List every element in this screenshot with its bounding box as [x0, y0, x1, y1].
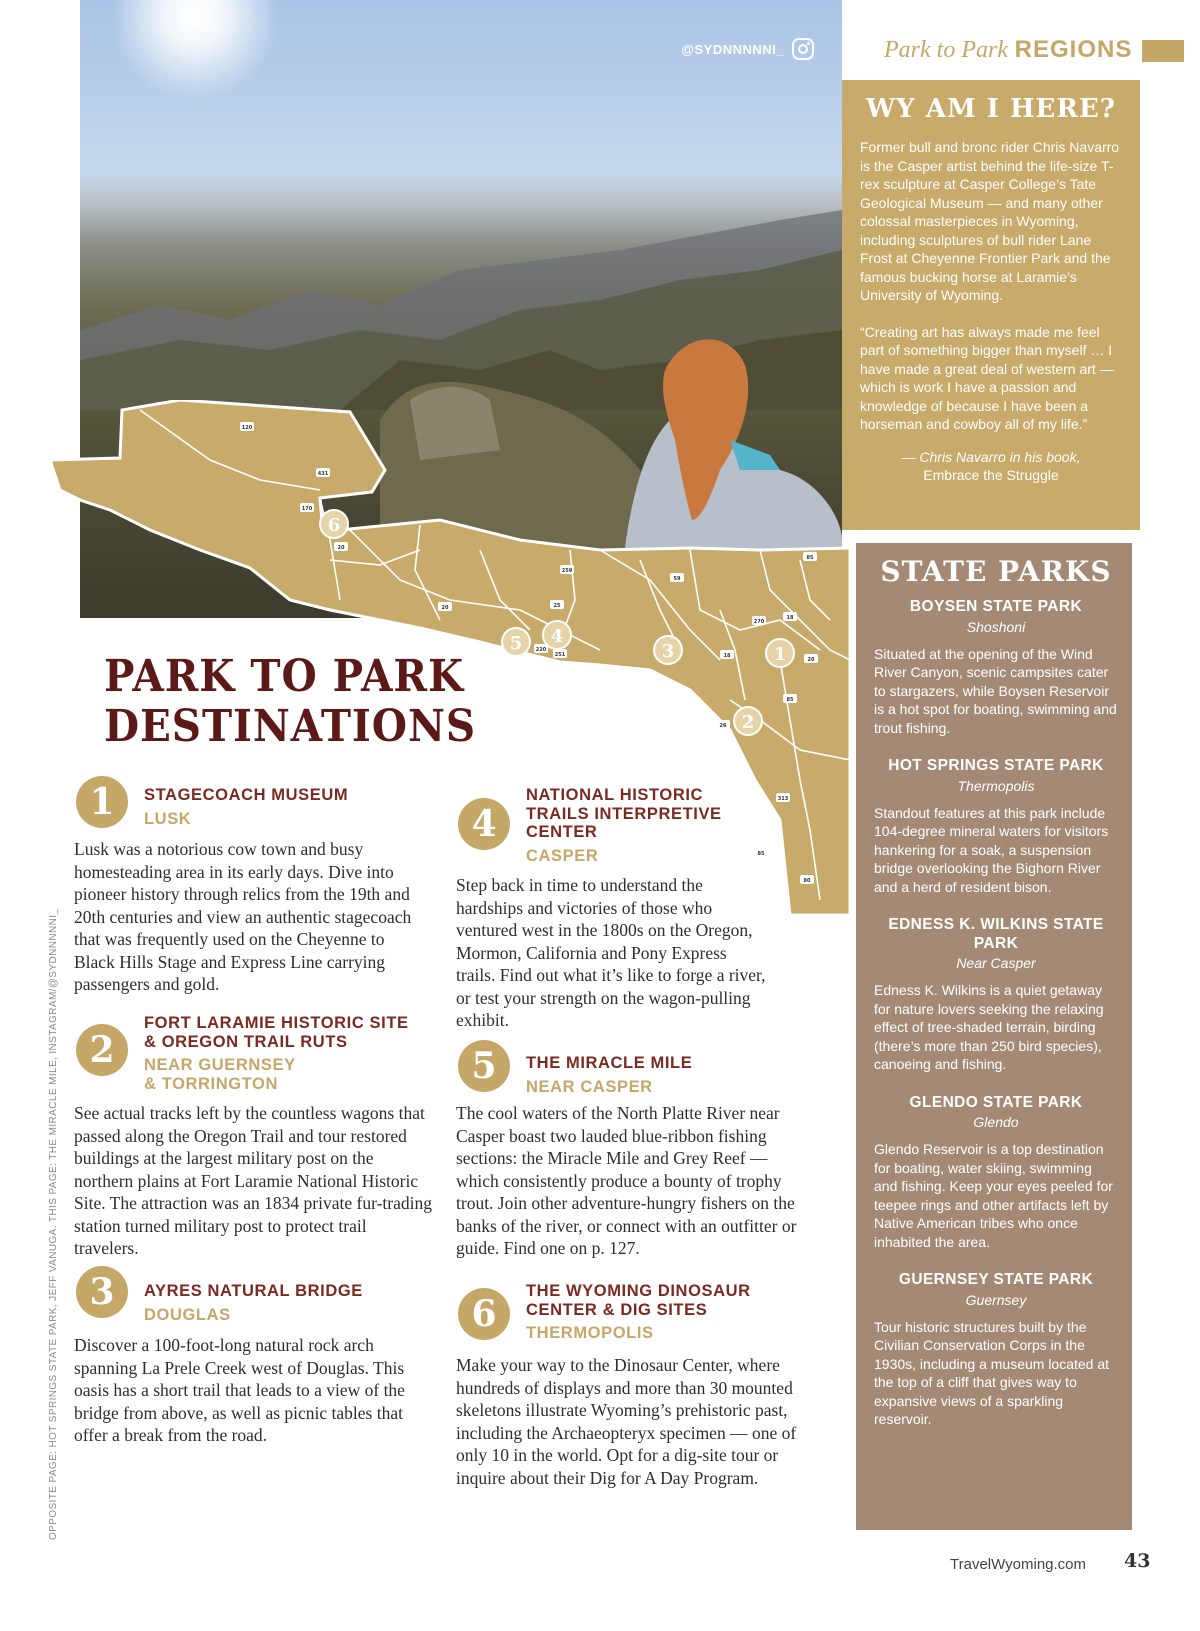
destination-description: The cool waters of the North Platte River near Casper boast two lauded blue-ribbon fishing sections: the Miracle Mile and Grey Reef — which consistently produce a bounty of trophy trout. Join other adventure-hungry fishers on the banks of the river, or connect with an outfitter or guide. Find one on p. 127.: [456, 1103, 797, 1258]
destination-description: Discover a 100-foot-long natural rock arch spanning La Prele Creek west of Douglas. This oasis has a short trail that leads to a view of the bridge from above, as well as picnic tables that offer a break from the road.: [74, 1335, 405, 1445]
map-marker-label: 3: [661, 641, 675, 662]
destination-name: THE WYOMING DINOSAUR: [526, 1282, 751, 1300]
section-header-italic: Park to Park: [884, 37, 1008, 63]
highway-shield-label: 170: [301, 506, 313, 512]
destination-name: TRAILS INTERPRETIVE: [526, 804, 722, 823]
park-description: Edness K. Wilkins is a quiet getaway for nature lovers seeking the relaxing effect of tree-shaded terrain, birding (there’s more than 250 bird species), canoeing and fishing.: [874, 982, 1104, 1072]
destination-heading: [144, 1014, 409, 1093]
quote-attribution: [860, 448, 1122, 485]
destination-name: CENTER & DIG SITES: [526, 1300, 708, 1319]
map-marker-label: 1: [773, 644, 787, 665]
destination-name: FORT LARAMIE HISTORIC SITE: [144, 1014, 409, 1032]
park-name: EDNESS K. WILKINS STATE PARK: [888, 916, 1104, 952]
sidebar-paragraph: Former bull and bronc rider Chris Navarro is the Casper artist behind the life-size T-rex sculpture at Casper College’s Tate Geological Museum — and many other colossal masterpieces in Wyoming, including sculptures of bull rider Lane Frost at Cheyenne Frontier Park and the famous bucking horse at Laramie’s University of Wyoming.: [860, 139, 1120, 303]
instagram-handle: @SYDNNNNNI_: [681, 41, 784, 57]
park-location: Shoshoni: [966, 618, 1026, 635]
destination-number-badge: 2: [76, 1024, 128, 1076]
highway-shield-label: 18: [723, 653, 731, 659]
destination-name: STAGECOACH MUSEUM: [144, 786, 349, 804]
highway-shield-label: 270: [753, 619, 765, 625]
destination-description: See actual tracks left by the countless wagons that passed along the Oregon Trail and tour restored buildings at the largest military post on the northern plains at Fort Laramie National Historic Site. The attraction was an 1834 private fur-trading station turned military post to protect trail travelers.: [74, 1103, 432, 1258]
destination-name: & OREGON TRAIL RUTS: [144, 1032, 348, 1051]
park-description: Situated at the opening of the Wind River Canyon, scenic campsites cater to stargazers, while Boysen Reservoir is a hot spot for boating, swimming and trout fishing.: [874, 645, 1117, 736]
state-park-item: [874, 916, 1118, 1074]
destination-description: Make your way to the Dinosaur Center, where hundreds of displays and more than 30 mounted skeletons illustrate Wyoming’s prehistoric past, including the Archaeopteryx specimen — one of only 10 in the world. Opt for a dig-site tour or inquire about their Dig for A Day Program.: [456, 1355, 797, 1488]
photo-credit-caption: OPPOSITE PAGE: HOT SPRINGS STATE PARK, JEFF VANUGA. THIS PAGE: THE MIRACLE MILE, INSTAGRAM/@SYDNNNNNI_: [48, 908, 59, 1540]
park-description: Standout features at this park include 104-degree mineral waters for visitors hankering for a soak, a suspension bridge overlooking the Bighorn River and a herd of resident bison.: [874, 804, 1109, 895]
destination-heading: [526, 1054, 692, 1096]
park-location: Near Casper: [956, 955, 1036, 971]
footer-url[interactable]: TravelWyoming.com: [950, 1556, 1087, 1573]
highway-shield-label: 20: [337, 545, 345, 551]
sidebar-title: WY AM I HERE?: [865, 94, 1117, 124]
highway-shield-label: 85: [806, 555, 814, 561]
destination-heading: [144, 786, 348, 828]
page-title-line1: PARK TO PARK: [104, 651, 465, 702]
destination-number-badge: 6: [458, 1288, 510, 1340]
highway-shield-label: 431: [317, 471, 329, 477]
destination-location: DOUGLAS: [144, 1305, 231, 1324]
destination-location: CASPER: [526, 846, 599, 865]
attribution-book: Embrace the Struggle: [923, 467, 1059, 483]
sidebar-quote: “Creating art has always made me feel part of something bigger than myself … I have made a great deal of western art — which is work I have a passion and knowledge of because I have been a horseman and cowboy all of my life.”: [860, 323, 1114, 432]
state-parks-sidebar: [856, 543, 1132, 1530]
park-location: Thermopolis: [957, 777, 1035, 794]
instagram-icon: [792, 38, 814, 60]
highway-shield-label: 313: [777, 796, 789, 802]
destination-location: NEAR CASPER: [526, 1077, 653, 1096]
map-marker-label: 2: [741, 712, 755, 733]
destination-number-badge: 5: [458, 1040, 510, 1092]
state-park-item: [874, 757, 1118, 896]
destination-name: CENTER: [526, 823, 598, 841]
park-name: BOYSEN STATE PARK: [909, 598, 1083, 615]
highway-shield-label: 80: [803, 878, 811, 884]
destination-location: LUSK: [144, 809, 192, 828]
park-name: GLENDO STATE PARK: [909, 1093, 1083, 1111]
destination-name: NATIONAL HISTORIC: [526, 786, 704, 804]
highway-shield-label: 20: [807, 657, 815, 663]
destination-location: NEAR GUERNSEY: [144, 1056, 296, 1074]
destination-description: Step back in time to understand the hardships and victories of those who ventured west in the 1800s on the Oregon, Mormon, California and Pony Express trails. Find out what it’s like to forge a river, or test your strength on the wagon-pulling exhibit.: [456, 875, 766, 1030]
destination-number-badge: 1: [76, 776, 128, 828]
park-location: Guernsey: [965, 1291, 1027, 1308]
highway-shield-label: 120: [241, 425, 253, 431]
destination-heading: [526, 786, 722, 865]
state-park-item: [874, 1271, 1118, 1429]
destination-heading: [144, 1282, 363, 1324]
state-parks-title: STATE PARKS: [880, 555, 1112, 588]
park-description: Tour historic structures built by the Civilian Conservation Corps in the 1930s, including a museum located at the top of a cliff that gives way to expansive views of a sparkling reservoir.: [874, 1318, 1110, 1427]
page-number: 43: [1124, 1550, 1151, 1572]
map-marker-label: 6: [327, 515, 341, 536]
park-description: Glendo Reservoir is a top destination for boating, water skiing, swimming and fishing. Keep your eyes peeled for teepee rings and other artifacts left by Native American tribes who once inhabited the area.: [874, 1141, 1113, 1250]
park-name: HOT SPRINGS STATE PARK: [888, 757, 1104, 774]
destination-heading: [526, 1282, 751, 1343]
state-park-item: [874, 1094, 1118, 1252]
highway-shield-label: 220: [535, 647, 547, 653]
highway-shield-label: 25: [553, 603, 561, 609]
header-accent-bar: [1142, 40, 1184, 62]
page-title: [104, 652, 476, 752]
destination-location: & TORRINGTON: [144, 1074, 279, 1093]
highway-shield-label: 18: [786, 615, 794, 621]
destination-name: AYRES NATURAL BRIDGE: [144, 1282, 363, 1300]
page-title-line2: DESTINATIONS: [104, 701, 477, 752]
highway-shield-label: 85: [757, 851, 765, 857]
destination-number-badge: 4: [458, 798, 510, 850]
instagram-credit: [681, 38, 814, 60]
destination-description: Lusk was a notorious cow town and busy homesteading area in its early days. Dive into pioneer history through relics from the 19th and 20th centuries and view an authentic stagecoach that was frequently used on the Cheyenne to Black Hills Stage and Express Line carrying passengers and gold.: [74, 839, 412, 994]
section-header: [884, 36, 1132, 64]
highway-shield-label: 59: [673, 576, 681, 582]
destination-number-badge: 3: [76, 1266, 128, 1318]
park-name: GUERNSEY STATE PARK: [898, 1271, 1094, 1288]
section-header-bold: REGIONS: [1014, 36, 1133, 63]
state-park-item: [874, 598, 1118, 737]
highway-shield-label: 26: [719, 723, 727, 729]
map-marker-label: 4: [550, 626, 564, 647]
highway-shield-label: 259: [561, 568, 573, 574]
destination-name: THE MIRACLE MILE: [526, 1054, 693, 1072]
wy-am-i-here-sidebar: [842, 80, 1140, 530]
highway-shield-label: 20: [441, 605, 449, 611]
attribution-author: — Chris Navarro in his book,: [901, 448, 1081, 465]
map-marker-label: 5: [509, 633, 523, 654]
park-location: Glendo: [973, 1114, 1019, 1130]
highway-shield-label: 251: [554, 652, 566, 658]
highway-shield-label: 85: [786, 697, 794, 703]
destination-location: THERMOPOLIS: [526, 1324, 654, 1342]
